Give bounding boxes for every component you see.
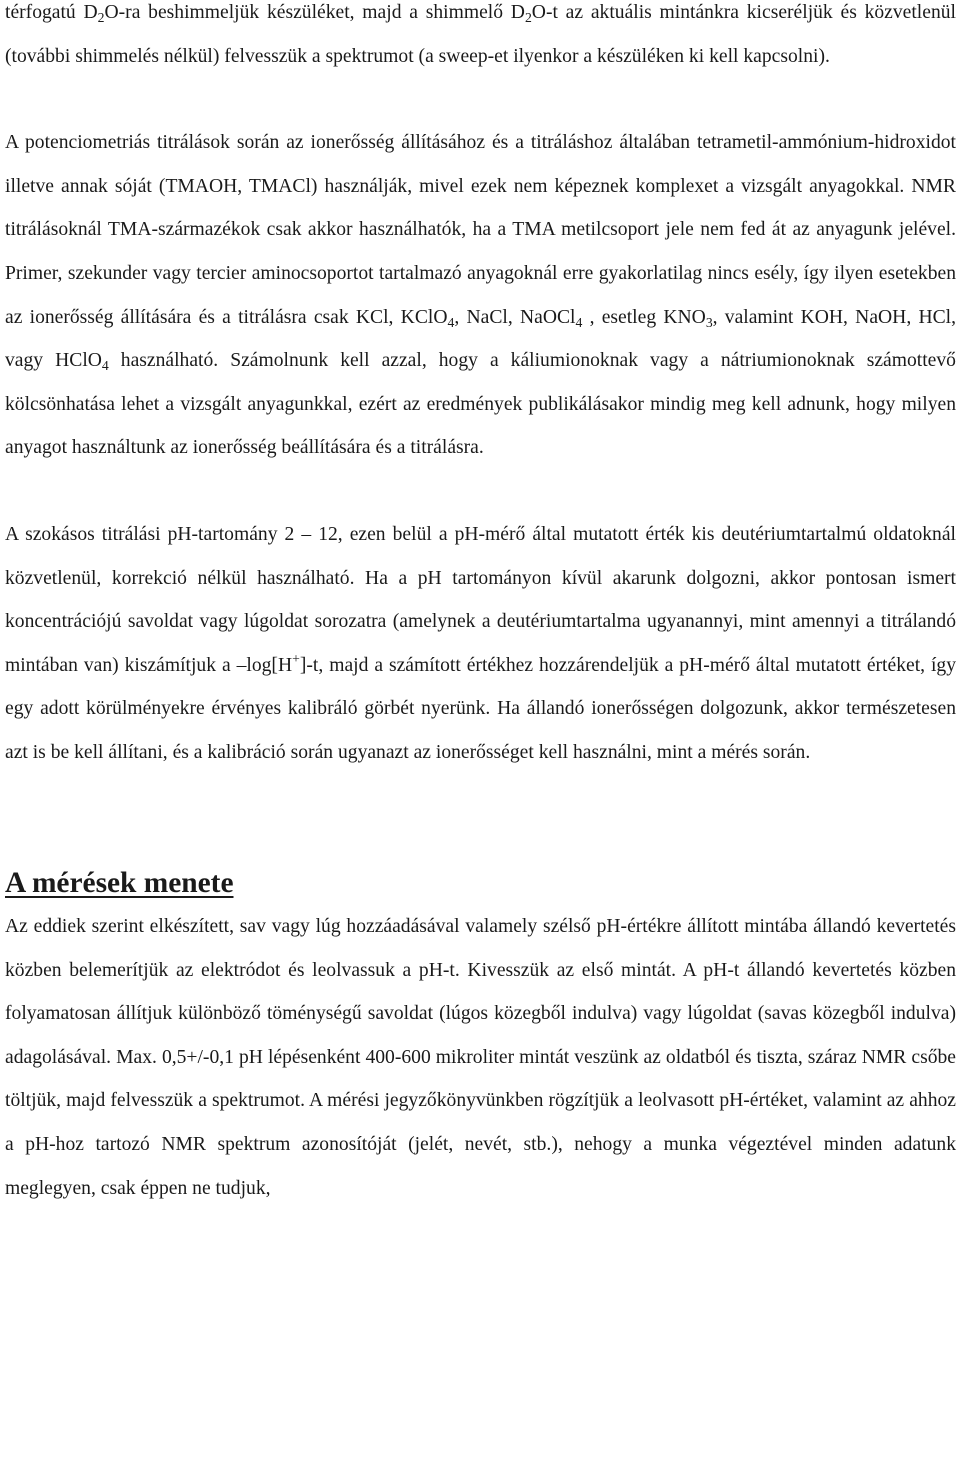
text-run: térfogatú D: [5, 2, 98, 23]
text-run: O-ra beshimmeljük készüléket, majd a shimmelő D: [104, 2, 525, 23]
subscript: 2: [524, 10, 532, 26]
subscript: 4: [575, 314, 583, 330]
text-run: , esetleg KNO: [582, 306, 706, 328]
superscript: +: [292, 651, 300, 667]
text-run: használható. Számolnunk kell azzal, hogy a káliumionoknak vagy a nátriumionoknak számottevő kölcsönhatása lehet a vizsgált anyagunkkal, ezért az eredmények publikálásakor mindig meg kell adnunk, hogy milyen anyagot használtunk az ionerősség beállítására és a titrálásra.: [5, 350, 956, 459]
paragraph-measurement-procedure: Az eddiek szerint elkészített, sav vagy lúg hozzáadásával valamely szélső pH-értékre állított mintába állandó kevertetés közben belemerítjük az elektródot és leolvassuk a pH-t. Kivesszük az első mintát. A pH-t állandó kevertetés közben folyamatosan állítjuk különböző töménységű savoldat (lúgos közegből indulva) vagy lúgoldat (savas közegből indulva) adagolásával. Max. 0,5+/-0,1 pH lépésenként 400-600 mikroliter mintát veszünk az oldatból és tiszta, száraz NMR csőbe töltjük, majd felvesszük a spektrumot. A mérési jegyzőkönyvünkben rögzítjük a leolvasott pH-értéket, valamint az ahhoz a pH-hoz tartozó NMR spektrum azonosítóját (jelét, nevét, stb.), nehogy a munka végeztével minden adatunk meglegyen, csak éppen ne tudjuk,: [5, 916, 956, 1199]
subscript: 2: [97, 10, 105, 26]
paragraph-ph-range: [5, 513, 956, 775]
text-run: O-t az aktuális mintánkra kicseréljük és közvetlenül (további shimmelés nélkül) felvesszük a spektrumot (a sweep-et ilyenkor a készüléken ki kell kapcsolni).: [5, 2, 956, 67]
text-run: A potenciometriás titrálások során az ionerősség állításához és a titráláshoz általában tetrametil-ammónium-hidroxidot illetve annak sóját (TMAOH, TMACl) használják, mivel ezek nem képeznek komplexet a vizsgált anyagokkal. NMR titrálásoknál TMA-származékok csak akkor használhatók, ha a TMA metilcsoport jele nem fed át az anyagunk jelével. Primer, szekunder vagy tercier aminocsoportot tartalmazó anyagoknál erre gyakorlatilag nincs esély, így ilyen esetekben az ionerősség állítására és a titrálásra csak KCl, KClO: [5, 132, 956, 328]
text-run: , NaCl, NaOCl: [454, 306, 576, 328]
paragraph-ionic-strength: [5, 121, 956, 470]
subscript: 4: [101, 358, 109, 374]
text-run: A szokásos titrálási pH-tartomány 2 – 12, ezen belül a pH-mérő által mutatott érték kis deutériumtartalmú oldatoknál közvetlenül, korrekció nélkül használható. Ha a pH tartományon kívül akarunk dolgozni, akkor pontosan ismert koncentrációjú savoldat vagy lúgoldat sorozatra (amelynek a deutériumtartalma ugyanannyi, mint amennyi a titrálandó mintában van) kiszámítjuk a –log[H: [5, 523, 956, 676]
subscript: 3: [705, 314, 713, 330]
paragraph-shimming: [5, 0, 956, 78]
section-heading: A mérések menete: [5, 866, 234, 899]
subscript: 4: [447, 314, 455, 330]
text-run: ]-t, majd a számított értékhez hozzárendeljük a pH-mérő által mutatott értéket, így egy adott körülményekre érvényes kalibráló görbét nyerünk. Ha állandó ionerősségen dolgozunk, akkor természetesen azt is be kell állítani, és a kalibráció során ugyanazt az ionerősséget kell használni, mint a mérés során.: [5, 654, 957, 763]
text-run: , valamint KOH, NaOH, HCl, vagy HClO: [5, 306, 957, 372]
document-page: [5, 0, 956, 1210]
